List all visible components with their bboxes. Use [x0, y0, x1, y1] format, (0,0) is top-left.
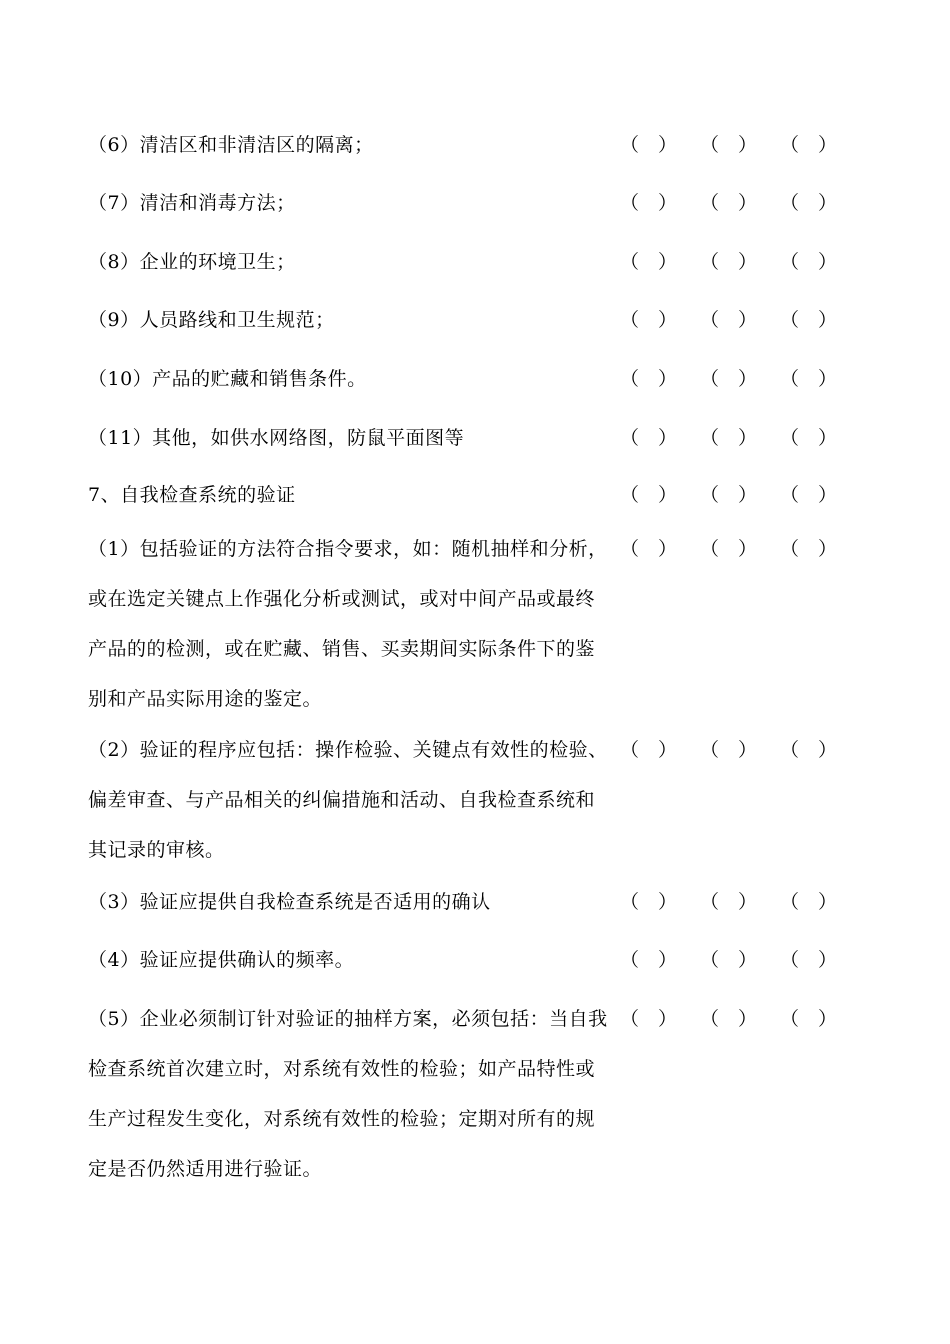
check-mark-1[interactable]: （ ）	[620, 949, 678, 971]
check-mark-2[interactable]: （ ）	[700, 538, 758, 560]
check-mark-1[interactable]: （ ）	[620, 484, 678, 506]
check-mark-1[interactable]: （ ）	[620, 134, 678, 156]
check-mark-2[interactable]: （ ）	[700, 309, 758, 331]
checkbox-group	[620, 736, 860, 764]
checkbox-group	[620, 365, 860, 393]
checkbox-group	[620, 424, 860, 452]
item-text: （2）验证的程序应包括：操作检验、关键点有效性的检验、偏差审查、与产品相关的纠偏措施和活动、自我检查系统和其记录的审核。	[88, 739, 608, 861]
item-text: （6）清洁区和非清洁区的隔离；	[88, 134, 374, 156]
check-mark-2[interactable]: （ ）	[700, 251, 758, 273]
check-mark-1[interactable]: （ ）	[620, 739, 678, 761]
check-mark-1[interactable]: （ ）	[620, 538, 678, 560]
check-mark-1[interactable]: （ ）	[620, 1008, 678, 1030]
check-mark-3[interactable]: （ ）	[780, 192, 838, 214]
checkbox-group	[620, 535, 860, 563]
check-mark-3[interactable]: （ ）	[780, 251, 838, 273]
check-mark-2[interactable]: （ ）	[700, 1008, 758, 1030]
item-text: （4）验证应提供确认的频率。	[88, 949, 355, 971]
check-mark-2[interactable]: （ ）	[700, 427, 758, 449]
check-mark-2[interactable]: （ ）	[700, 484, 758, 506]
item-text: （10）产品的贮藏和销售条件。	[88, 368, 367, 390]
check-mark-1[interactable]: （ ）	[620, 251, 678, 273]
item-text: （11）其他，如供水网络图，防鼠平面图等	[88, 427, 465, 449]
check-mark-2[interactable]: （ ）	[700, 891, 758, 913]
check-mark-1[interactable]: （ ）	[620, 368, 678, 390]
check-mark-2[interactable]: （ ）	[700, 134, 758, 156]
check-mark-3[interactable]: （ ）	[780, 134, 838, 156]
check-mark-3[interactable]: （ ）	[780, 739, 838, 761]
check-mark-3[interactable]: （ ）	[780, 538, 838, 560]
check-mark-1[interactable]: （ ）	[620, 309, 678, 331]
check-mark-1[interactable]: （ ）	[620, 891, 678, 913]
check-mark-2[interactable]: （ ）	[700, 192, 758, 214]
checkbox-group	[620, 306, 860, 334]
check-mark-2[interactable]: （ ）	[700, 368, 758, 390]
check-mark-2[interactable]: （ ）	[700, 949, 758, 971]
item-text: （8）企业的环境卫生；	[88, 251, 296, 273]
check-mark-1[interactable]: （ ）	[620, 427, 678, 449]
checkbox-group	[620, 1005, 860, 1033]
item-text: （1）包括验证的方法符合指令要求，如：随机抽样和分析，或在选定关键点上作强化分析或测试，或对中间产品或最终产品的的检测，或在贮藏、销售、买卖期间实际条件下的鉴别和产品实际用途的鉴定。	[88, 538, 608, 710]
check-mark-3[interactable]: （ ）	[780, 484, 838, 506]
check-mark-3[interactable]: （ ）	[780, 427, 838, 449]
section-title: 7、自我检查系统的验证	[88, 484, 296, 506]
check-mark-3[interactable]: （ ）	[780, 309, 838, 331]
checkbox-group	[620, 888, 860, 916]
checkbox-group	[620, 189, 860, 217]
checkbox-group	[620, 946, 860, 974]
item-text: （5）企业必须制订针对验证的抽样方案，必须包括：当自我检查系统首次建立时，对系统有效性的检验；如产品特性或生产过程发生变化，对系统有效性的检验；定期对所有的规定是否仍然适用进行验证。	[88, 1008, 608, 1180]
item-text: （3）验证应提供自我检查系统是否适用的确认	[88, 891, 491, 913]
item-text: （9）人员路线和卫生规范；	[88, 309, 335, 331]
checkbox-group	[620, 481, 860, 509]
check-mark-1[interactable]: （ ）	[620, 192, 678, 214]
check-mark-3[interactable]: （ ）	[780, 949, 838, 971]
check-mark-3[interactable]: （ ）	[780, 891, 838, 913]
checkbox-group	[620, 131, 860, 159]
check-mark-2[interactable]: （ ）	[700, 739, 758, 761]
checkbox-group	[620, 248, 860, 276]
item-text: （7）清洁和消毒方法；	[88, 192, 296, 214]
check-mark-3[interactable]: （ ）	[780, 1008, 838, 1030]
check-mark-3[interactable]: （ ）	[780, 368, 838, 390]
